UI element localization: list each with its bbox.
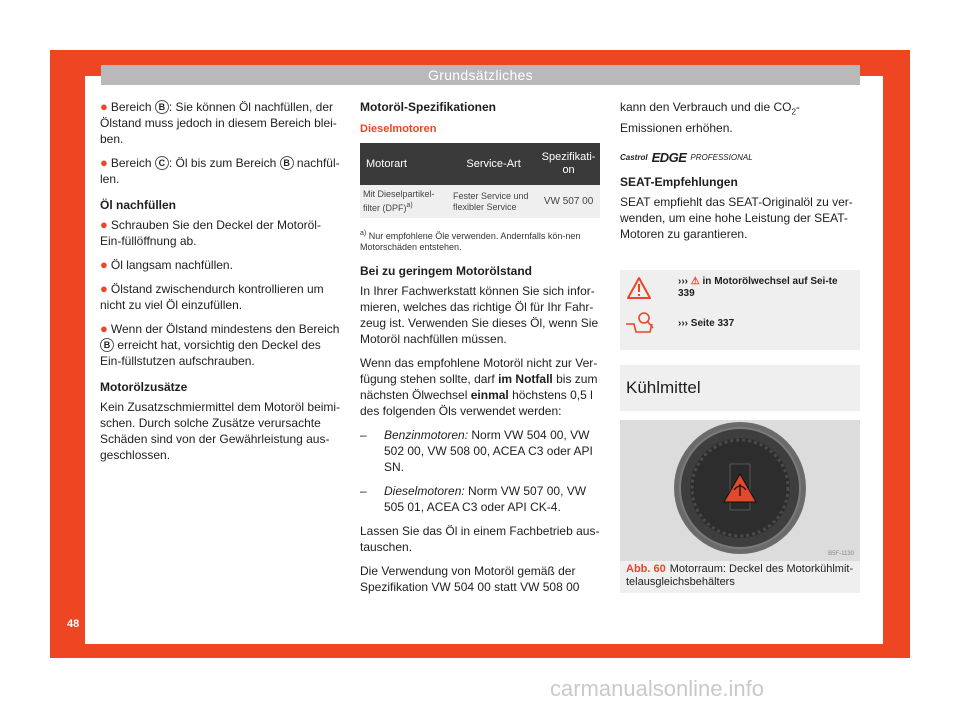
section-title-seat-empfehlungen: SEAT-Empfehlungen — [620, 175, 738, 190]
section-title-spezifikationen: Motoröl-Spezifikationen — [360, 100, 496, 114]
table-cell: VW 507 00 — [537, 185, 600, 218]
watermark: carmanualsonline.info — [550, 676, 765, 701]
text: Wenn das empfohlene Motoröl nicht zur Ver-fügung stehen sollte, darf — [360, 356, 598, 386]
text: nachfül-len. — [100, 156, 340, 186]
footnote-mark: a) — [360, 230, 367, 237]
text: Ölstand zwischendurch kontrollieren um nicht zu viel Öl einzufüllen. — [100, 282, 324, 312]
list-item — [100, 321, 342, 369]
figure-caption — [620, 561, 860, 593]
text: : Sie können Öl nachfüllen, der Ölstand muss jedoch in diesem Bereich blei-ben. — [100, 100, 337, 146]
castrol-edge-logo — [620, 150, 860, 166]
warning-triangle-small-icon: ⚠ — [690, 276, 700, 287]
text: erreicht hat, vorsichtig den Deckel des Ein-füllstutzen aufschrauben. — [100, 338, 321, 368]
table-header: Spezifikati-on — [537, 143, 600, 185]
dash-item-diesel — [360, 483, 600, 515]
dash-item-benzin — [360, 427, 600, 475]
subtitle-dieselmotoren: Dieselmotoren — [360, 123, 437, 135]
list-item — [100, 257, 342, 273]
table-header: Motorart — [360, 143, 450, 185]
paragraph — [360, 355, 600, 419]
environment-note-icon — [624, 310, 656, 336]
table-header: Service-Art — [450, 143, 537, 185]
section-title-oel-nachfuellen: Öl nachfüllen — [100, 198, 177, 212]
bullet-icon: ● — [100, 99, 108, 114]
text: Wenn der Ölstand mindestens den Bereich — [110, 322, 340, 336]
bold-text: einmal — [470, 388, 509, 402]
label: Benzinmotoren: — [384, 428, 469, 442]
bullet-bereich-b — [100, 99, 342, 147]
warning-triangle-icon — [626, 276, 652, 300]
text: kann den Verbrauch und die CO — [620, 100, 792, 114]
logo-edge: EDGE — [651, 150, 687, 166]
footnote — [360, 228, 600, 253]
arrows: ››› — [678, 318, 688, 329]
text: Norm VW 504 00, VW 502 00, VW 508 00, ACEA C3 oder API SN. — [384, 428, 593, 474]
page-number: 48 — [67, 618, 80, 630]
column-1 — [100, 99, 342, 471]
bold-text: im Notfall — [498, 372, 553, 386]
bullet-icon: ● — [100, 257, 108, 272]
text: Norm VW 507 00, VW 505 01, ACEA C3 oder API CK-4. — [384, 484, 587, 514]
paragraph: Kein Zusatzschmiermittel dem Motoröl beimi-schen. Durch solche Zusätze verursachte Schäden sind von der Gewährleistung aus-geschlossen. — [100, 400, 341, 462]
bullet-icon: ● — [100, 217, 108, 232]
text: Schrauben Sie den Deckel der Motoröl-Ein-füllöffnung ab. — [100, 218, 321, 248]
figure-code: B5F-1130 — [828, 551, 854, 557]
bullet-icon: ● — [100, 155, 108, 170]
caption-text: Motorraum: Deckel des Motorkühlmit-telausgleichsbehälters — [626, 563, 854, 588]
paragraph — [620, 99, 860, 136]
text: -Emissionen erhöhen. — [620, 100, 800, 136]
section-title-motoroelzusaetze: Motorölzusätze — [100, 380, 188, 394]
section-title-geringer-oelstand: Bei zu geringem Motorölstand — [360, 264, 533, 278]
bullet-icon: ● — [100, 281, 108, 296]
dash-text — [384, 483, 600, 515]
callout-b: B — [155, 100, 169, 114]
paragraph: Lassen Sie das Öl in einem Fachbetrieb aus-tauschen. — [360, 524, 600, 554]
logo-professional: PROFESSIONAL — [690, 153, 753, 163]
callout-c: C — [155, 156, 169, 170]
list-item — [100, 217, 342, 249]
list-item — [100, 281, 342, 313]
coolant-cap-image — [620, 420, 860, 561]
paragraph: In Ihrer Fachwerkstatt können Sie sich infor-mieren, welches das richtige Öl für Ihr Fahr-zeug ist. Verwenden Sie dieses Öl, wenn Sie Motoröl nachfüllen müssen. — [360, 284, 599, 346]
callout-b: B — [280, 156, 294, 170]
dash-mark: – — [360, 428, 367, 442]
bullet-icon: ● — [100, 321, 108, 336]
text: Bereich — [110, 156, 155, 170]
table-cell — [360, 185, 450, 218]
column-3 — [620, 99, 860, 250]
text: in Motorölwechsel auf Sei-te 339 — [678, 276, 838, 299]
warning-link-1[interactable] — [678, 276, 854, 300]
subscript: 2 — [791, 107, 796, 117]
text: Öl langsam nachfüllen. — [110, 258, 233, 272]
table-cell: Fester Service und flexibler Service — [450, 185, 537, 218]
table-row — [360, 185, 600, 218]
chapter-header: Grundsätzliches — [101, 65, 860, 85]
warning-link-2[interactable] — [678, 318, 734, 330]
label: Dieselmotoren: — [384, 484, 465, 498]
text: bis zum nächsten Ölwechsel — [360, 372, 598, 402]
arrows: ››› — [678, 276, 688, 287]
spec-table — [360, 143, 600, 218]
cell-text: Mit Dieselpartikel-filter (DPF) — [363, 189, 435, 213]
text: Seite 337 — [688, 318, 735, 329]
dash-text — [384, 427, 600, 475]
text: : Öl bis zum Bereich — [168, 156, 280, 170]
dash-mark: – — [360, 484, 367, 498]
bullet-bereich-c — [100, 155, 342, 187]
callout-b: B — [100, 338, 114, 352]
figure-label: Abb. 60 — [626, 563, 666, 575]
text: höchstens 0,5 l des folgenden Öls verwendet werden: — [360, 388, 593, 418]
footnote-text: Nur empfohlene Öle verwenden. Andernfalls kön-nen Motorschäden entstehen. — [360, 231, 581, 252]
table-header-row — [360, 143, 600, 185]
logo-castrol: Castrol — [620, 153, 648, 163]
section-title-kuehlmittel: Kühlmittel — [620, 365, 860, 411]
warning-box — [620, 270, 860, 350]
figure-coolant-cap — [620, 420, 860, 561]
footnote-mark: a) — [406, 202, 413, 209]
text: Bereich — [110, 100, 155, 114]
column-2 — [360, 99, 600, 603]
paragraph: SEAT empfiehlt das SEAT-Originalöl zu ver-wenden, um eine hohe Leistung der SEAT-Motoren zu garantieren. — [620, 195, 853, 242]
paragraph: Die Verwendung von Motoröl gemäß der Spezifikation VW 504 00 statt VW 508 00 — [360, 564, 580, 594]
